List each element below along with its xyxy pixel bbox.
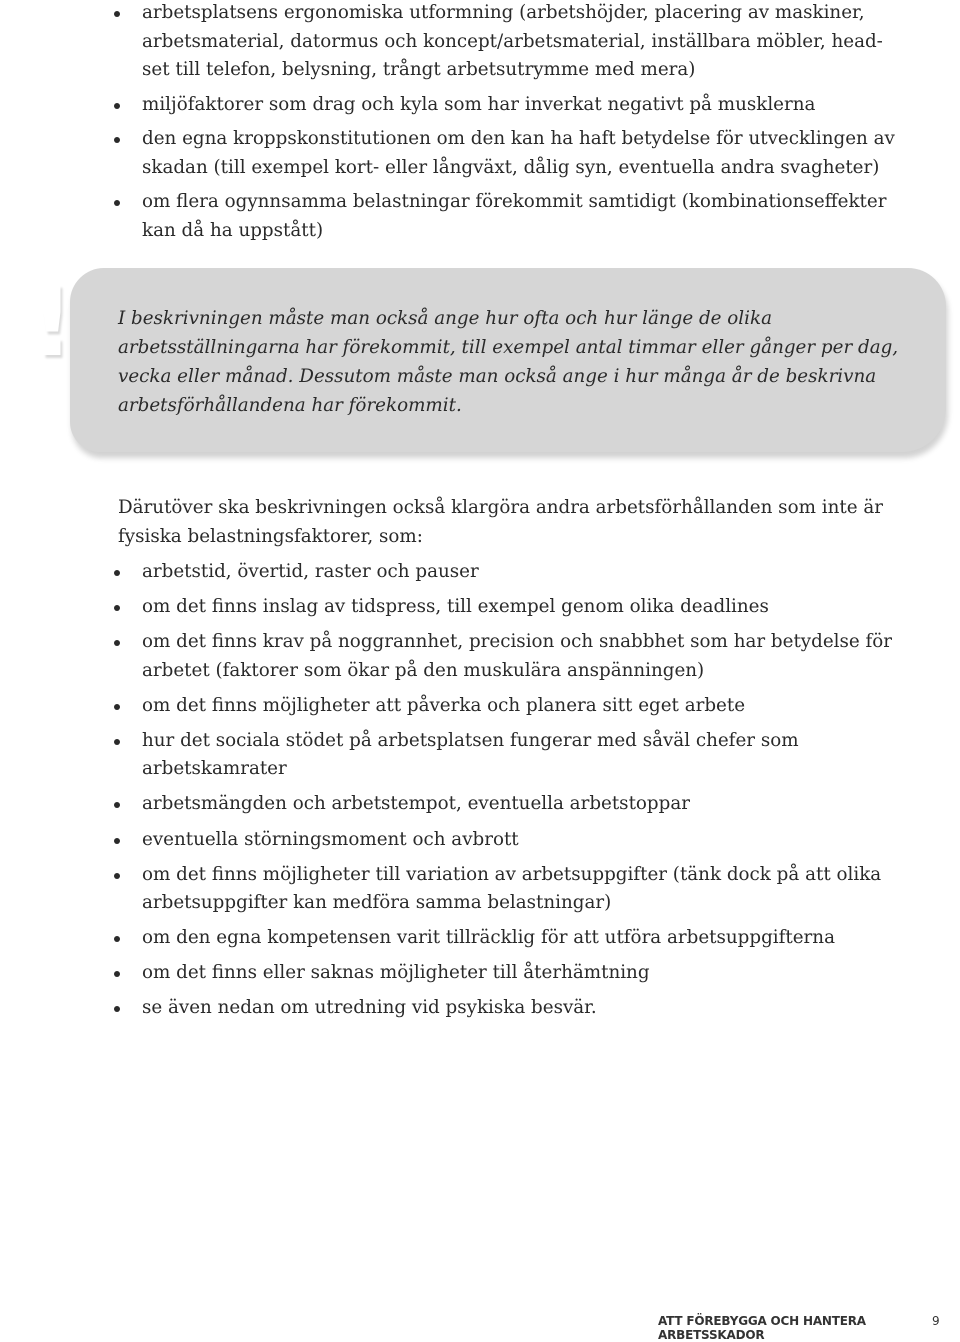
page-number: 9: [932, 1314, 940, 1328]
exclamation-icon: !: [30, 266, 74, 378]
list-item: arbetsmängden och arbetstempot, eventuella arbetstoppar: [112, 790, 902, 819]
work-conditions-list: [112, 558, 902, 1030]
list-item: om det finns möjligheter till variation av arbetsuppgifter (tänk dock på att olika arbetsuppgifter kan medföra samma belastningar): [112, 861, 902, 918]
list-item: om det finns eller saknas möjligheter till återhämtning: [112, 959, 902, 988]
intro-paragraph: Därutöver ska beskrivningen också klargöra andra arbetsförhållanden som inte är fysiska belastningsfaktorer, som:: [118, 497, 883, 547]
list-item: om flera ogynnsamma belastningar förekommit samtidigt (kombinationseffekter kan då ha uppstått): [112, 188, 902, 245]
page-footer: [658, 1314, 948, 1342]
list-item: den egna kroppskonstitutionen om den kan ha haft betydelse för utvecklingen av skadan (till exempel kort- eller långväxt, dålig syn, eventuella andra svagheter): [112, 125, 902, 182]
risk-factor-list: [112, 0, 902, 251]
list-item: se även nedan om utredning vid psykiska besvär.: [112, 994, 902, 1023]
list-item: om det finns inslag av tidspress, till exempel genom olika deadlines: [112, 593, 902, 622]
list-item: om det finns krav på noggrannhet, precision och snabbhet som har betydelse för arbetet (faktorer som ökar på den muskulära anspänningen): [112, 628, 902, 685]
list-item: arbetstid, övertid, raster och pauser: [112, 558, 902, 587]
list-item: om den egna kompetensen varit tillräcklig för att utföra arbetsuppgifterna: [112, 924, 902, 953]
list-item: miljöfaktorer som drag och kyla som har inverkat negativt på musklerna: [112, 91, 902, 120]
footer-title: ATT FÖREBYGGA OCH HANTERA ARBETSSKADOR: [658, 1314, 866, 1342]
list-item: eventuella störningsmoment och avbrott: [112, 826, 902, 855]
list-item: arbetsplatsens ergonomiska utformning (arbetshöjder, placering av maskiner, arbetsmaterial, datormus och koncept/arbetsmaterial, inställbara möbler, head-set till telefon, belysning, trångt arbetsutrymme med mera): [112, 0, 902, 85]
callout-text: I beskrivningen måste man också ange hur ofta och hur länge de olika arbetsställningarna har förekommit, till exempel antal timmar eller gånger per dag, vecka eller månad. Dessutom måste man också ange i hur många år de beskrivna arbetsförhållandena har förekommit.: [118, 308, 899, 416]
list-item: om det finns möjligheter att påverka och planera sitt eget arbete: [112, 692, 902, 721]
list-item: hur det sociala stödet på arbetsplatsen fungerar med såväl chefer som arbetskamrater: [112, 727, 902, 784]
